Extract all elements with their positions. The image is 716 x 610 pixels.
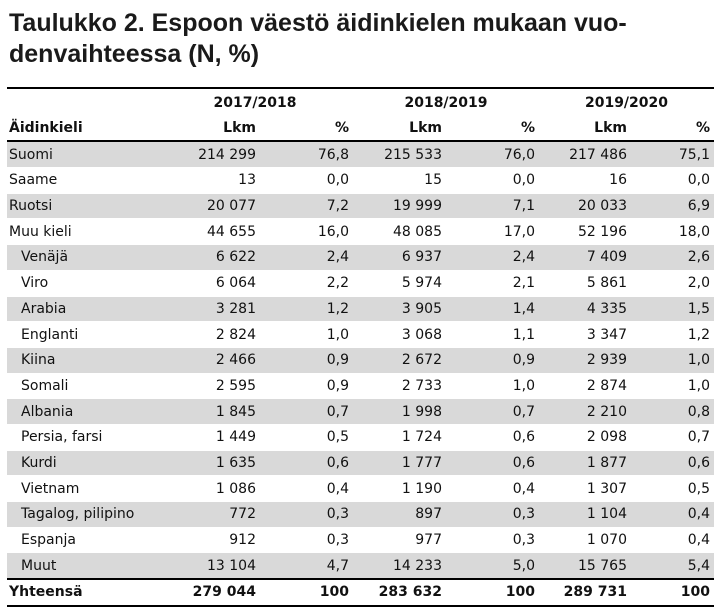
percent-cell: 0,5 (631, 476, 714, 502)
percent-column-header: % (520, 120, 535, 137)
count-cell: 6 937 (353, 245, 446, 271)
percent-cell: 0,7 (446, 399, 539, 425)
percent-cell: 0,4 (446, 476, 539, 502)
count-cell: 44 655 (157, 219, 260, 245)
table-title-line-1: Taulukko 2. Espoon väestö äidinkielen mukaan vuo- (9, 9, 627, 37)
count-cell: 1 845 (157, 399, 260, 425)
table-row (7, 322, 714, 348)
language-cell: Muu kieli (7, 219, 157, 245)
count-cell: 1 635 (157, 450, 260, 476)
table-footer (7, 579, 714, 606)
count-cell: 15 (353, 168, 446, 194)
percent-cell: 2,2 (260, 270, 353, 296)
language-cell: Somali (7, 373, 157, 399)
count-cell: 2 672 (353, 347, 446, 373)
percent-cell: 0,8 (631, 399, 714, 425)
percent-cell: 2,4 (446, 245, 539, 271)
percent-cell: 0,6 (446, 450, 539, 476)
count-cell: 2 210 (539, 399, 631, 425)
count-cell: 3 281 (157, 296, 260, 322)
table-row (7, 270, 714, 296)
count-cell: 1 449 (157, 424, 260, 450)
percent-cell: 0,4 (260, 476, 353, 502)
total-cell: 289 731 (539, 579, 631, 606)
language-cell: Vietnam (7, 476, 157, 502)
table-row (7, 553, 714, 579)
count-cell: 14 233 (353, 553, 446, 579)
count-cell: 20 077 (157, 193, 260, 219)
count-cell: 4 335 (539, 296, 631, 322)
count-cell: 13 (157, 168, 260, 194)
count-cell: 2 466 (157, 347, 260, 373)
percent-cell: 76,0 (446, 141, 539, 167)
count-cell: 1 877 (539, 450, 631, 476)
language-cell: Espanja (7, 527, 157, 553)
table-row (7, 245, 714, 271)
percent-cell: 16,0 (260, 219, 353, 245)
count-cell: 897 (353, 502, 446, 528)
language-cell: Arabia (7, 296, 157, 322)
total-cell: 283 632 (353, 579, 446, 606)
percent-cell: 1,2 (260, 296, 353, 322)
percent-cell: 1,1 (446, 322, 539, 348)
count-cell: 16 (539, 168, 631, 194)
count-cell: 912 (157, 527, 260, 553)
percent-cell: 2,1 (446, 270, 539, 296)
percent-cell: 0,0 (446, 168, 539, 194)
count-column-header: Lkm (409, 120, 442, 137)
column-header-row (7, 116, 714, 142)
percent-cell: 1,5 (631, 296, 714, 322)
table-row (7, 502, 714, 528)
language-cell: Persia, farsi (7, 424, 157, 450)
table-row (7, 347, 714, 373)
count-column-header: Lkm (594, 120, 627, 137)
total-cell: 100 (446, 579, 539, 606)
percent-cell: 0,3 (446, 527, 539, 553)
percent-cell: 0,3 (260, 502, 353, 528)
percent-cell: 0,9 (446, 347, 539, 373)
percent-cell: 75,1 (631, 141, 714, 167)
percent-cell: 2,6 (631, 245, 714, 271)
percent-cell: 0,6 (260, 450, 353, 476)
percent-cell: 76,8 (260, 141, 353, 167)
language-cell: Ruotsi (7, 193, 157, 219)
total-cell: 100 (260, 579, 353, 606)
table-title-line-2: denvaihteessa (N, %) (9, 40, 260, 68)
language-cell: Muut (7, 553, 157, 579)
table-body (7, 141, 714, 579)
period-header: 2019/2020 (584, 95, 669, 112)
percent-column-header: % (695, 120, 710, 137)
table-row (7, 527, 714, 553)
percent-cell: 4,7 (260, 553, 353, 579)
count-cell: 2 595 (157, 373, 260, 399)
count-cell: 2 874 (539, 373, 631, 399)
total-label: Yhteensä (7, 579, 157, 606)
language-cell: Tagalog, pilipino (7, 502, 157, 528)
count-cell: 2 098 (539, 424, 631, 450)
language-cell: Viro (7, 270, 157, 296)
percent-cell: 0,7 (260, 399, 353, 425)
count-cell: 6 064 (157, 270, 260, 296)
table-header (7, 88, 714, 141)
table-row (7, 424, 714, 450)
percent-cell: 5,0 (446, 553, 539, 579)
percent-cell: 1,2 (631, 322, 714, 348)
language-cell: Kurdi (7, 450, 157, 476)
percent-cell: 0,9 (260, 373, 353, 399)
percent-cell: 1,4 (446, 296, 539, 322)
percent-cell: 0,7 (631, 424, 714, 450)
percent-cell: 1,0 (260, 322, 353, 348)
percent-cell: 7,2 (260, 193, 353, 219)
count-cell: 1 724 (353, 424, 446, 450)
percent-cell: 2,4 (260, 245, 353, 271)
count-cell: 5 861 (539, 270, 631, 296)
language-population-table (7, 87, 714, 607)
language-column-header: Äidinkieli (9, 120, 83, 137)
count-cell: 20 033 (539, 193, 631, 219)
count-column-header: Lkm (223, 120, 256, 137)
total-cell: 279 044 (157, 579, 260, 606)
count-cell: 2 939 (539, 347, 631, 373)
table-row (7, 373, 714, 399)
table-title (9, 8, 709, 70)
count-cell: 3 905 (353, 296, 446, 322)
percent-cell: 0,5 (260, 424, 353, 450)
count-cell: 3 347 (539, 322, 631, 348)
count-cell: 1 104 (539, 502, 631, 528)
table-row (7, 476, 714, 502)
language-cell: Saame (7, 168, 157, 194)
count-cell: 2 733 (353, 373, 446, 399)
percent-cell: 6,9 (631, 193, 714, 219)
percent-cell: 0,6 (631, 450, 714, 476)
count-cell: 215 533 (353, 141, 446, 167)
percent-cell: 0,4 (631, 502, 714, 528)
total-row (7, 579, 714, 606)
count-cell: 1 307 (539, 476, 631, 502)
count-cell: 3 068 (353, 322, 446, 348)
count-cell: 217 486 (539, 141, 631, 167)
percent-cell: 1,0 (631, 373, 714, 399)
percent-cell: 2,0 (631, 270, 714, 296)
language-cell: Venäjä (7, 245, 157, 271)
count-cell: 19 999 (353, 193, 446, 219)
count-cell: 15 765 (539, 553, 631, 579)
total-cell: 100 (631, 579, 714, 606)
percent-cell: 0,3 (260, 527, 353, 553)
period-header: 2018/2019 (404, 95, 488, 112)
count-cell: 5 974 (353, 270, 446, 296)
table-row (7, 168, 714, 194)
count-cell: 772 (157, 502, 260, 528)
language-cell: Suomi (7, 141, 157, 167)
header-spacer (7, 88, 157, 116)
percent-cell: 1,0 (446, 373, 539, 399)
count-cell: 48 085 (353, 219, 446, 245)
count-cell: 1 998 (353, 399, 446, 425)
count-cell: 977 (353, 527, 446, 553)
percent-cell: 18,0 (631, 219, 714, 245)
period-header: 2017/2018 (213, 95, 297, 112)
count-cell: 1 086 (157, 476, 260, 502)
count-cell: 1 190 (353, 476, 446, 502)
language-cell: Englanti (7, 322, 157, 348)
count-cell: 6 622 (157, 245, 260, 271)
count-cell: 1 070 (539, 527, 631, 553)
count-cell: 1 777 (353, 450, 446, 476)
table-row (7, 219, 714, 245)
count-cell: 7 409 (539, 245, 631, 271)
language-cell: Kiina (7, 347, 157, 373)
percent-cell: 0,3 (446, 502, 539, 528)
count-cell: 2 824 (157, 322, 260, 348)
percent-cell: 0,9 (260, 347, 353, 373)
table-row (7, 141, 714, 167)
table-row (7, 193, 714, 219)
percent-cell: 0,4 (631, 527, 714, 553)
table-row (7, 399, 714, 425)
percent-cell: 0,0 (260, 168, 353, 194)
percent-cell: 5,4 (631, 553, 714, 579)
percent-column-header: % (334, 120, 349, 137)
percent-cell: 7,1 (446, 193, 539, 219)
language-cell: Albania (7, 399, 157, 425)
percent-cell: 17,0 (446, 219, 539, 245)
table-row (7, 450, 714, 476)
count-cell: 13 104 (157, 553, 260, 579)
count-cell: 52 196 (539, 219, 631, 245)
table-row (7, 296, 714, 322)
period-header-row (7, 88, 714, 116)
count-cell: 214 299 (157, 141, 260, 167)
percent-cell: 0,0 (631, 168, 714, 194)
percent-cell: 1,0 (631, 347, 714, 373)
percent-cell: 0,6 (446, 424, 539, 450)
